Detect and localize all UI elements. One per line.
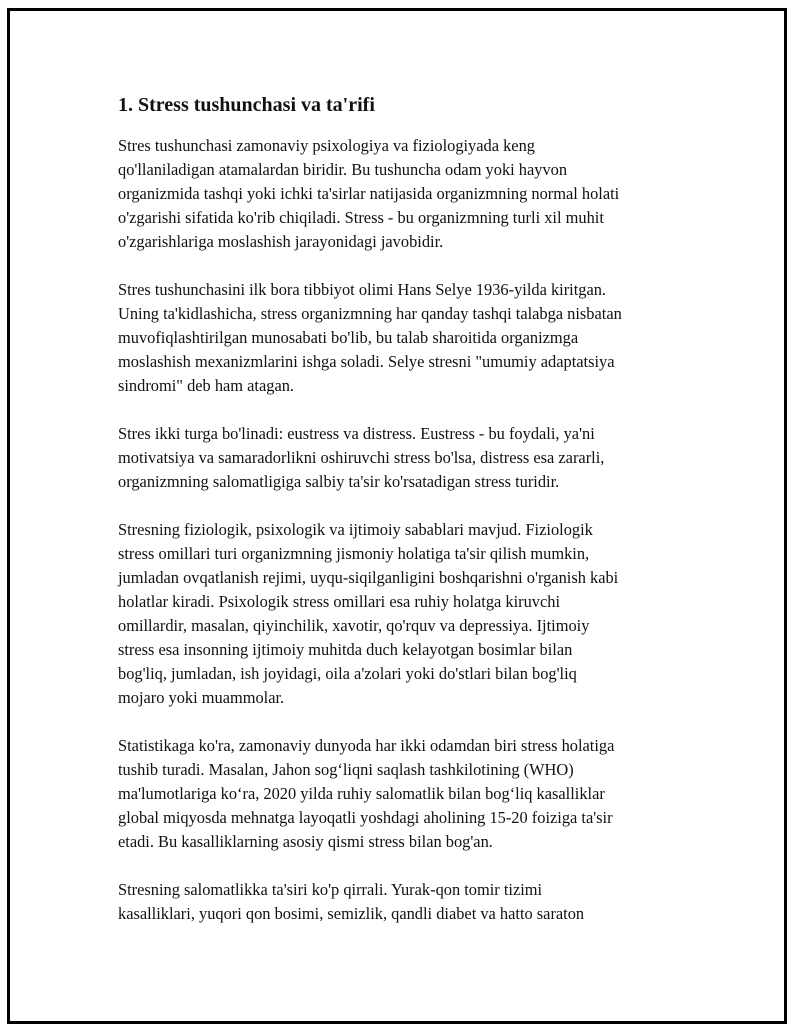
paragraph-causes: Stresning fiziologik, psixologik va ijtimoiy sabablari mavjud. Fiziologik stress omillari turi organizmning jismoniy holatiga ta'sir qilish mumkin, jumladan ovqatlanish rejimi, uyqu-siqilganligini boshqarishni o'rganish kabi holatlar kiradi. Psixologik stress omillari esa ruhiy holatga kiruvchi omillardir, masalan, qiyinchilik, xavotir, qo'rquv va depressiya. Ijtimoiy stress esa insonning ijtimoiy muhitda duch kelayotgan bosimlar bilan bog'liq, jumladan, ish joyidagi, oila a'zolari yoki do'stlari bilan bog'liq mojaro yoki muammolar.: [118, 520, 619, 707]
paragraph-statistics: Statistikaga ko'ra, zamonaviy dunyoda har ikki odamdan biri stress holatiga tushib turadi. Masalan, Jahon sog‘liqni saqlash tashkilotining (WHO) ma'lumotlariga ko‘ra, 2020 yilda ruhiy salomatlik bilan bog‘liq kasalliklar global miqyosda mehnatga layoqatli yoshdagi aholining 15-20 foiziga ta'sir etadi. Bu kasalliklarning asosiy qismi stress bilan bog'an.: [118, 736, 615, 851]
paragraph-types: Stres ikki turga bo'linadi: eustress va distress. Eustress - bu foydali, ya'ni motivatsiya va samaradorlikni oshiruvchi stress bo'lsa, distress esa zararli, organizmning salomatligiga salbiy ta'sir ko'rsatadigan stress turidir.: [118, 424, 605, 491]
paragraph-health-effects: Stresning salomatlikka ta'siri ko'p qirrali. Yurak-qon tomir tizimi kasalliklari, yuqori qon bosimi, semizlik, qandli diabet va hatto saraton: [118, 880, 585, 923]
paragraph-definition: Stres tushunchasi zamonaviy psixologiya va fiziologiyada keng qo'llaniladigan atamalardan biridir. Bu tushuncha odam yoki hayvon organizmida tashqi yoki ichki ta'sirlar natijasida organizmning normal holati o'zgarishi sifatida ko'rib chiqiladi. Stress - bu organizmning turli xil muhit o'zgarishlariga moslashish jarayonidagi javobidir.: [118, 136, 620, 251]
section-heading: 1. Stress tushunchasi va ta'rifi: [118, 94, 375, 116]
document-body: [118, 92, 688, 950]
paragraph-selye: Stres tushunchasini ilk bora tibbiyot olimi Hans Selye 1936-yilda kiritgan. Uning ta'kidlashicha, stress organizmning har qanday tashqi talabga nisbatan muvofiqlashtirilgan munosabati bo'lib, bu talab sharoitida organizmga moslashish mexanizmlarini ishga soladi. Selye stresni "umumiy adaptatsiya sindromi" deb ham atagan.: [118, 280, 622, 395]
